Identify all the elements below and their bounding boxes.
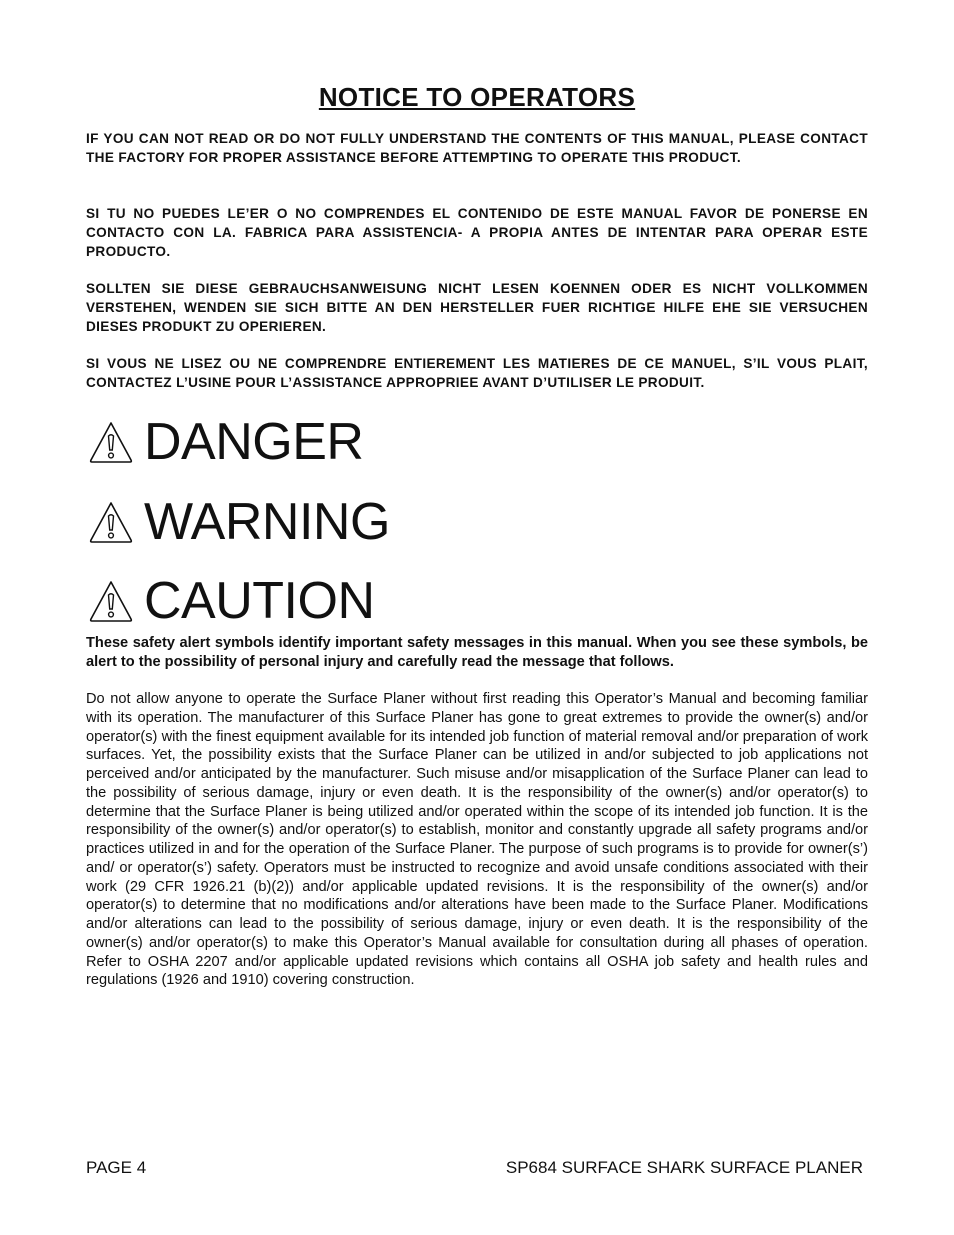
- caution-signal: [88, 571, 375, 631]
- product-name: SP684 SURFACE SHARK SURFACE PLANER: [505, 1158, 863, 1177]
- notice-french: SI VOUS NE LISEZ OU NE COMPRENDRE ENTIEREMENT LES MATIERES DE CE MANUEL, S’IL VOUS PLAIT, CONTACTEZ L’USINE POUR L’ASSISTANCE APPROPRIEE AVANT D’UTILISER LE PRODUIT.: [86, 356, 868, 390]
- page-footer: [86, 1158, 863, 1178]
- notice-german: SOLLTEN SIE DIESE GEBRAUCHSANWEISUNG NICHT LESEN KOENNEN ODER ES NICHT VOLLKOMMEN VERSTEHEN, WENDEN SIE SICH BITTE AN DEN HERSTELLER FUER RICHTIGE HILFE EHE SIE VERSUCHEN DIESES PRODUKT ZU OPERIEREN.: [86, 281, 868, 334]
- warning-triangle-icon: [88, 578, 134, 624]
- page-title: NOTICE TO OPERATORS: [318, 82, 636, 112]
- danger-signal: [88, 412, 363, 472]
- caution-label: CAUTION: [144, 572, 375, 630]
- danger-label: DANGER: [144, 413, 364, 471]
- notice-english: IF YOU CAN NOT READ OR DO NOT FULLY UNDERSTAND THE CONTENTS OF THIS MANUAL, PLEASE CONTACT THE FACTORY FOR PROPER ASSISTANCE BEFORE ATTEMPTING TO OPERATE THIS PRODUCT.: [86, 131, 868, 165]
- warning-triangle-icon: [88, 499, 134, 545]
- safety-body-paragraph: Do not allow anyone to operate the Surface Planer without first reading this Operator’s Manual and becoming familiar with its operation. The manufacturer of this Surface Planer has gone to great extremes to provide the owner(s) and/or operator(s) with the finest equipment available for its intended job function of material removal and/or preparation of work surfaces. Yet, the possibility exists that the Surface Planer can be utilized in and/or subjected to job applications not perceived and/or anticipated by the manufacturer. Such misuse and/or misapplication of the Surface Planer can lead to the possibility of serious damage, injury or even death. It is the responsibility of the owner(s) and/or operator(s) to determine that the Surface Planer is being utilized and/or operated within the scope of its intended job function. It is the responsibility of the owner(s) and/or operator(s) to establish, monitor and constantly upgrade all safety programs and/or practices utilized in and for the operation of the Surface Planer. The purpose of such programs is to provide for owner(s’) and/ or operator(s’) safety. Operators must be instructed to recognize and avoid unsafe conditions associated with their work (29 CFR 1926.21 (b)(2)) and/or applicable updated revisions. It is the responsibility of the owner(s) and/or operator(s) to determine that no modifications and/or alterations have been made to the Surface Planer. Modifications and/or alterations can lead to the possibility of serious damage, injury or even death. It is the responsibility of the owner(s) and/or operator(s) to make this Operator’s Manual available for consultation during all phases of operation. Refer to OSHA 2207 and/or applicable updated revisions which contains all OSHA job safety and health rules and regulations (1926 and 1910) covering construction.: [86, 691, 868, 989]
- warning-label: WARNING: [144, 493, 390, 551]
- page-number: PAGE 4: [86, 1158, 147, 1177]
- notice-spanish: SI TU NO PUEDES LE’ER O NO COMPRENDES EL CONTENIDO DE ESTE MANUAL FAVOR DE PONERSE EN CONTACTO CON LA. FABRICA PARA ASSISTENCIA- A PROPIA ANTES DE INTENTAR PARA OPERAR ESTE PRODUCTO.: [86, 206, 868, 259]
- warning-signal: [88, 492, 390, 552]
- warning-triangle-icon: [88, 419, 134, 465]
- safety-symbols-intro: These safety alert symbols identify important safety messages in this manual. When you see these symbols, be alert to the possibility of personal injury and carefully read the message that follows.: [86, 635, 868, 670]
